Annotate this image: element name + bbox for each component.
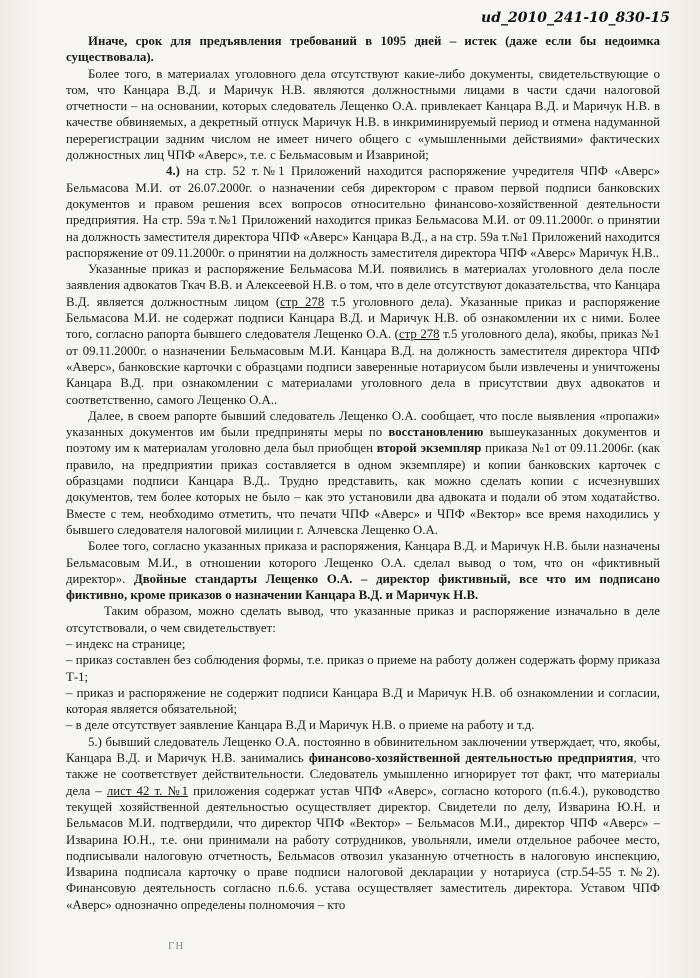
paragraph-8-text-c: приложения содержат устав ЧПФ «Аверс», согласно которого (п.6.4.), руководство текущей хозяйственной деятельностью осуществляет директор. Свидетели по делу, Изварина Ю.Н. и Бельмасов М.И. подтвердили, что директор ЧПФ «Вектор» – Бельмасов М.И., директор ЧПФ «Аверс» – Изварина Ю.Н., т.е. они принимали на работу сотрудников, увольняли, имели отдельное рабочее место, подписывали налоговую отчетность, Бельмасов отвозил указанную отчетность в налоговую инспекцию, Изварина подписала карточку о праве подписи налоговой декларации у нотариуса (стр.54-55 т.№2). Финансовую деятельность согласно п.6.6. устава осуществляет заместитель директора. Уставом ЧПФ «Аверс» однозначно определены полномочия – кто (66, 783, 660, 912)
emphasis-restoration: восстановлению (388, 425, 484, 440)
list-item: – приказ составлен без соблюдения формы, т.е. приказ о приеме на работу должен содержать форму приказа Т-1; (66, 653, 660, 684)
page-reference-link: лист 42 т. №1 (106, 783, 188, 798)
page-reference-link: стр 278 (280, 294, 325, 309)
paragraph-6-text: Более того, согласно указанных приказа и распоряжения, Канцара В.Д. и Маричук Н.В. были назначены Бельмасовым М.И., в отношении которого Лещенко О.А. сделал вывод о том, что он «фиктивный директор». (66, 539, 660, 586)
paragraph-5-text-b: вышеуказанных документов и поэтому им к материалам уголовно дела был приобщен (66, 425, 660, 456)
paragraph-4-text-b: т.5 уголовного дела). Указанные приказ и распоряжение Бельмасова М.И. не содержат подписи Канцара В.Д. и Маричук Н.В. об ознакомлении их с ними. Более того, согласно рапорта бывшего следователя Лещенко О.А. ( (66, 294, 660, 342)
paragraph-8-text-b: , что также не соответствует действительности. Следователь умышленно игнорирует тот факт, что материалы дела – (66, 751, 660, 798)
paragraph-8 (66, 734, 660, 913)
paragraph-1: Иначе, срок для предъявления требований в 1095 дней – истек (даже если бы недоимка существовала). (66, 34, 660, 65)
paragraph-5-text-c: приказа №1 от 09.11.2006г. (как правило, на предприятии приказ составляется в одном экземпляре) и копии банковских карточек с образцами подписи Канцара В.Д.. Трудно представить, как можно сделать копии с исчезнувших документов, тем более которых не было – как это установили два адвоката и подали об этом ходатайство. Вместе с тем, необходимо отметить, что печати ЧПФ «Аверс» и ЧПФ «Вектор» все время находились у бывшего следователя налоговой милиции г. Алчевска Лещенко О.А. (66, 441, 660, 537)
emphasis-financial-activity: финансово-хозяйственной деятельностью предприятия (308, 751, 634, 766)
paragraph-3-text: на стр. 52 т.№1 Приложений находится распоряжение учредителя ЧПФ «Аверс» Бельмасова М.И. от 26.07.2000г. о назначении себя директором с правом первой подписи банковских документов и правом решения всех вопросов относительно финансово-хозяйственной деятельности предприятия. На стр. 59а т.№1 Приложений находится приказ Бельмасова М.И. от 09.11.2000г. о принятии на должность заместителя директора ЧПФ «Аверс» Канцара В.Д., а на стр. 59а т.№1 Приложений находится распоряжение от 09.11.2000г. о принятии на должность заместителя директора ЧПФ «Аверс» Маричук Н.В.. (66, 164, 660, 260)
item-number: 4.) (166, 164, 180, 179)
page-footer-mark: ΓΗ (168, 940, 185, 952)
paragraph-7: Таким образом, можно сделать вывод, что указанные приказ и распоряжение изначально в деле отсутствовали, о чем свидетельствует: (66, 604, 660, 635)
document-id: ud_2010_241-10_830-15 (481, 10, 670, 26)
list-item: – приказ и распоряжение не содержит подписи Канцара В.Д и Маричук Н.В. об ознакомлении и согласии, которая является обязательной; (66, 685, 660, 717)
paragraph-2: Более того, в материалах уголовного дела отсутствуют какие-либо документы, свидетельствующие о том, что Канцара В.Д. и Маричук Н.В. являются должностными лицами в части сдачи налоговой отчетности – на основании, которых следователь Лещенко О.А. привлекает Канцара В.Д. и Маричук Н.В. в качестве обвиняемых, а декретный отпуск Маричук Н.В. в инкриминируемый период и отмена надуманной перерегистрации задним числом не имеет ничего общего с «умышленными действиями» фактических должностных лиц ЧПФ «Аверс», т.е. с Бельмасовым и Изавриной; (66, 66, 660, 163)
page-reference-link: стр 278 (398, 327, 440, 342)
list-item: – индекс на странице; (66, 636, 186, 651)
paragraph-3 (66, 163, 660, 261)
list-item: – в деле отсутствует заявление Канцара В.Д и Маричук Н.В. о приеме на работу и т.д. (66, 718, 535, 733)
paragraph-6 (66, 538, 660, 603)
paragraph-4 (66, 261, 660, 408)
paragraph-5-text-a: Далее, в своем рапорте бывший следователь Лещенко О.А. сообщает, что после выявления «пропажи» указанных документов им были предприняты меры по (66, 408, 660, 440)
emphasis-second-copy: второй экземпляр (376, 441, 482, 456)
paragraph-4-text-a: Указанные приказ и распоряжение Бельмасова М.И. появились в материалах уголовного дела после заявления адвокатов Ткач В.В. и Алексеевой Н.В. о том, что в деле отсутствуют доказательства, что Канцара В.Д. является должностным лицом ( (66, 262, 660, 309)
paragraph-8-text-a: 5.) бывший следователь Лещенко О.А. постоянно в обвинительном заключении утверждает, что, якобы, Канцара В.Д. и Маричук Н.В. занимались (66, 734, 660, 766)
document-body (66, 33, 660, 913)
emphasis-double-standards: Двойные стандарты Лещенко О.А. – директор фиктивный, все что им подписано фиктивно, кроме приказов о назначении Канцара В.Д. и Маричук Н.В. (66, 571, 660, 603)
paragraph-4-text-c: т.5 уголовного дела), якобы, приказ №1 от 09.11.2000г. о назначении Бельмасовым М.И. Канцара В.Д. на должность заместителя директора ЧПФ «Аверс», банковские карточки с образцами подписи заверенные нотариусом были извлечены и уничтожены Канцара В.Д. при ознакомлении с материалами уголовного дела в присутствии двух адвокатов и соответственно, самого Лещенко О.А.. (66, 327, 660, 407)
paragraph-5 (66, 408, 660, 538)
